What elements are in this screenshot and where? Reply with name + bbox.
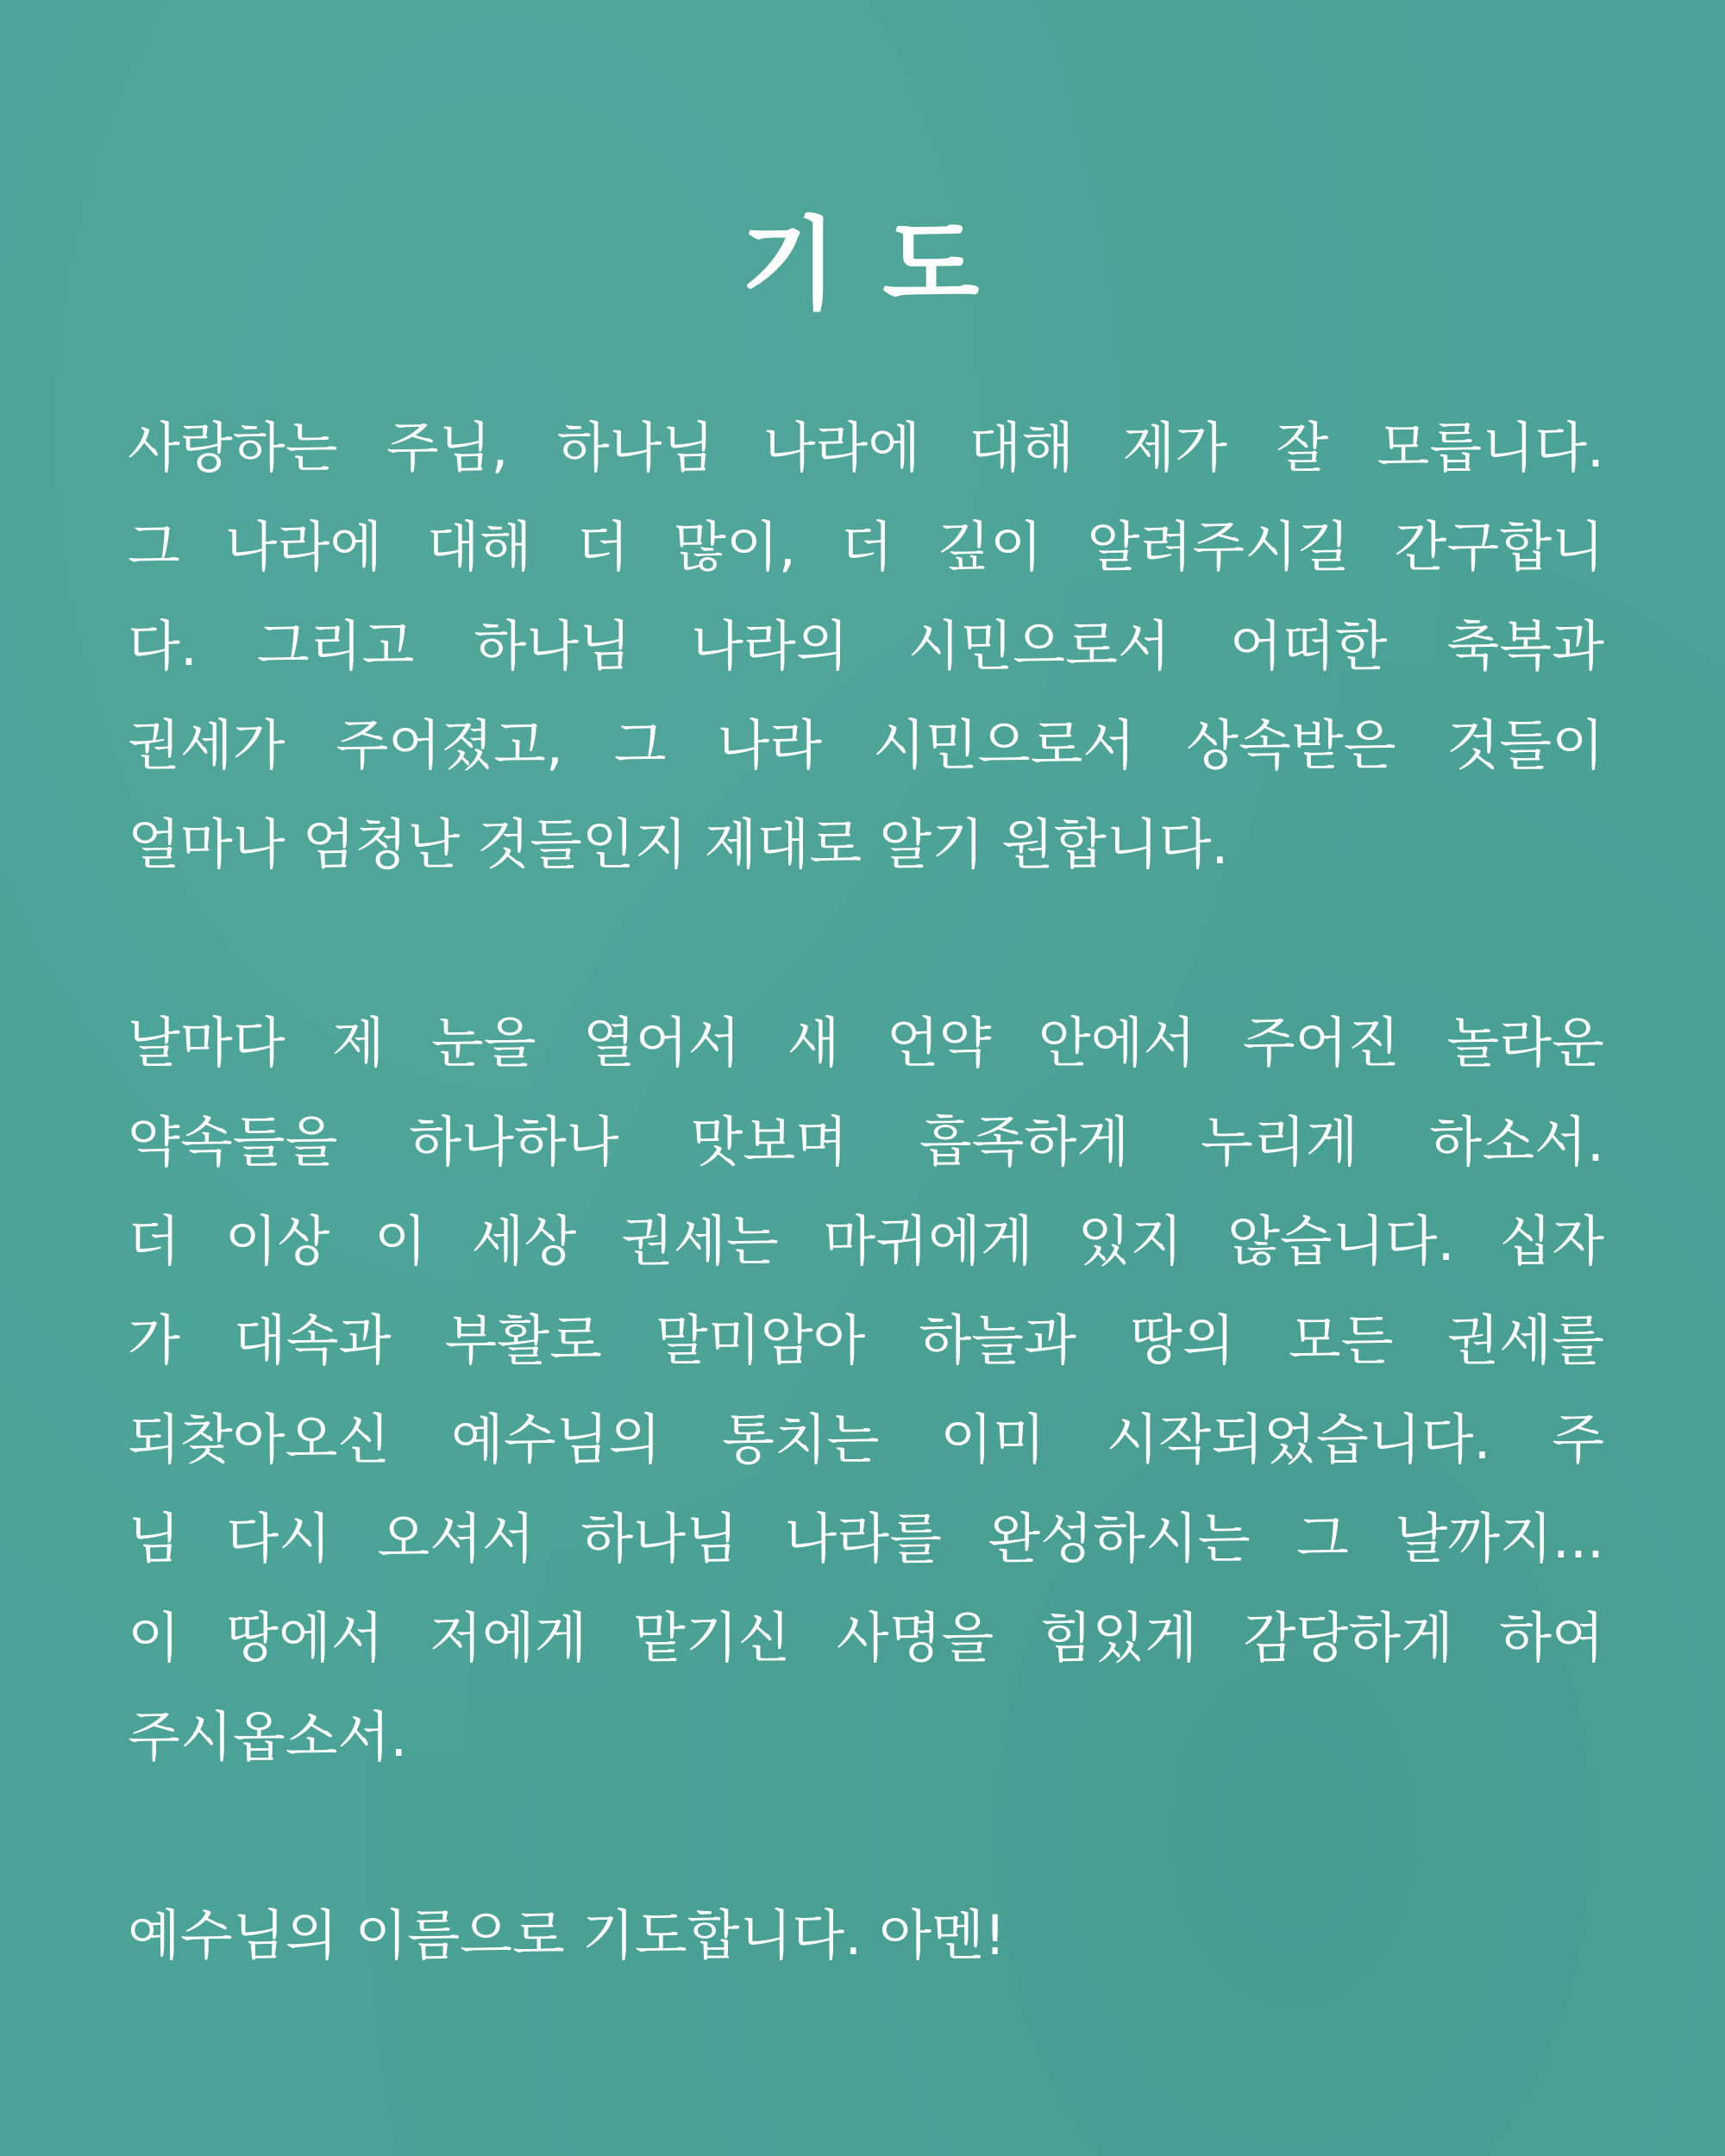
page-title: 기 도 <box>740 207 985 323</box>
text-line: 약속들을 하나하나 맛보며 흡족하게 누리게 하소서. <box>128 1111 1604 1174</box>
text-line: 되찾아오신 예수님의 통치는 이미 시작되었습니다. 주 <box>128 1408 1604 1471</box>
closing-line: 예수님의 이름으로 기도합니다. 아멘! <box>128 1904 1007 1967</box>
text-line: 더 이상 이 세상 권세는 마귀에게 있지 않습니다. 십자 <box>128 1210 1604 1273</box>
text-line: 가 대속과 부활로 말미암아 하늘과 땅의 모든 권세를 <box>128 1309 1604 1372</box>
text-line: 그 나라에 대해 더 많이, 더 깊이 알려주시길 간구합니 <box>128 516 1604 579</box>
paragraph-spacer <box>128 1787 1604 1886</box>
text-line: 님 다시 오셔서 하나님 나라를 완성하시는 그 날까지... <box>128 1507 1604 1570</box>
text-line: 주시옵소서. <box>128 1706 408 1769</box>
paragraph-spacer <box>128 894 1604 993</box>
paragraph-2 <box>128 993 1604 1787</box>
text-line: 날마다 제 눈을 열어서 새 언약 안에서 주어진 놀라운 <box>128 1012 1604 1075</box>
paragraph-1 <box>128 398 1604 894</box>
text-line: 권세가 주어졌고, 그 나라 시민으로서 상속받은 것들이 <box>128 714 1604 777</box>
text-line: 얼마나 엄청난 것들인지 제대로 알기 원합니다. <box>128 813 1229 876</box>
text-line: 사랑하는 주님, 하나님 나라에 대해 제가 잘 모릅니다. <box>128 417 1604 479</box>
prayer-body <box>128 398 1604 1985</box>
paragraph-3 <box>128 1886 1604 1985</box>
text-line: 다. 그리고 하나님 나라의 시민으로서 어떠한 축복과 <box>128 615 1604 678</box>
text-line: 이 땅에서 저에게 맡기신 사명을 힘있게 감당하게 하여 <box>128 1607 1604 1670</box>
